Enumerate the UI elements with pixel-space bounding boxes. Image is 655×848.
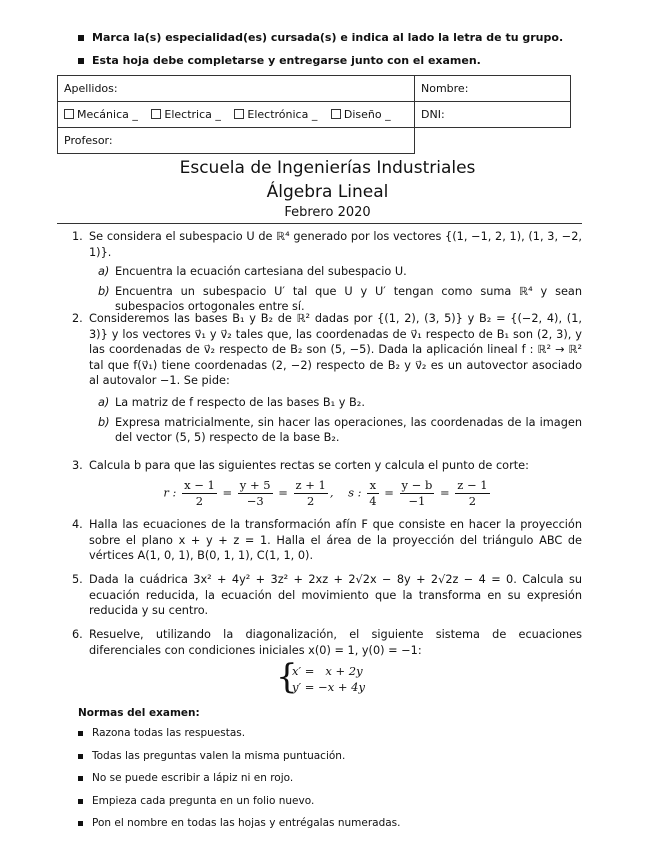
checkbox-icon[interactable]: [151, 109, 161, 119]
question-2-b: b) Expresa matricialmente, sin hacer las operaciones, las coordenadas de la imagen del vector (5, 5) respecto de la base B₂.: [98, 415, 582, 445]
specialty-electrica[interactable]: Electrica _: [151, 108, 221, 121]
bullet-icon: [78, 731, 83, 736]
dni-field[interactable]: DNI:: [415, 102, 571, 128]
bullet-icon: [78, 799, 83, 804]
bullet-icon: [78, 754, 83, 759]
fraction: $\frac{y + 5}{-3}$: [239, 478, 271, 508]
rule-item: No se puede escribir a lápiz ni en rojo.: [78, 772, 293, 784]
header-divider: [57, 223, 582, 224]
question-3: 3. Calcula b para que las siguientes rectas se corten y calcula el punto de corte:: [72, 459, 529, 472]
brace-icon: {: [276, 657, 298, 697]
checkbox-icon[interactable]: [331, 109, 341, 119]
fraction: $\frac{y - b}{-1}$: [401, 478, 433, 508]
question-1-b: b) Encuentra un subespacio U′ tal que U y U′ tengan como suma ℝ⁴ y sean subespacios ortogonales entre sí.: [98, 284, 582, 314]
instruction-1: Marca la(s) especialidad(es) cursada(s) e indica al lado la letra de tu grupo.: [78, 31, 563, 44]
question-4: 4. Halla las ecuaciones de la transformación afín F que consiste en hacer la proyección sobre el plano x + y + z = 1. Halla el área de la proyección del triángulo ABC de vértices A(1, 0, 1), B(0, 1, 1), C(1, 1, 0).: [72, 518, 582, 563]
student-form: [57, 75, 571, 154]
question-6: 6. Resuelve, utilizando la diagonalización, el siguiente sistema de ecuaciones diferenciales con condiciones iniciales x(0) = 1, y(0) = −1:: [72, 628, 582, 657]
school-title: Escuela de Ingenierías Industriales: [179, 158, 476, 178]
specialty-mecanica[interactable]: Mecánica _: [64, 108, 138, 121]
question-5: 5. Dada la cuádrica 3x² + 4y² + 3z² + 2xz + 2√2x − 8y + 2√2z − 4 = 0. Calcula su ecuación reducida, la ecuación del movimiento que la transforma en su expresión reducida y su centro.: [72, 573, 582, 618]
question-2-a: a) La matriz de f respecto de las bases B₁ y B₂.: [98, 395, 365, 409]
fraction: $\frac{x}{4}$: [369, 478, 377, 508]
fraction: $\frac{x - 1}{2}$: [184, 478, 215, 508]
checkbox-icon[interactable]: [234, 109, 244, 119]
apellidos-field[interactable]: Apellidos:: [58, 76, 415, 102]
bullet-icon: [78, 776, 83, 781]
specialty-row: [58, 102, 415, 128]
bullet-icon: [78, 58, 84, 64]
nombre-field[interactable]: Nombre:: [415, 76, 571, 102]
fraction: $\frac{z + 1}{2}$: [295, 478, 326, 508]
checkbox-icon[interactable]: [64, 109, 74, 119]
rule-item: Todas las preguntas valen la misma puntuación.: [78, 750, 345, 762]
specialty-diseno[interactable]: Diseño _: [331, 108, 391, 121]
rule-item: Pon el nombre en todas las hojas y entrégalas numeradas.: [78, 817, 401, 829]
specialty-electronica[interactable]: Electrónica _: [234, 108, 317, 121]
bullet-icon: [78, 35, 84, 41]
question-1-a: a) Encuentra la ecuación cartesiana del subespacio U.: [98, 265, 407, 279]
question-1: 1. Se considera el subespacio U de ℝ⁴ generado por los vectores {(1, −1, 2, 1), (1, 3, −2, 1)}. a) Encuentra la ecuación cartesiana del subespacio U. b) Encuentra un subespacio U′ tal que U y U′ tengan como suma ℝ⁴ y sean subespacios ortogonales entre sí.: [72, 230, 582, 314]
bullet-icon: [78, 821, 83, 826]
subject-title: Álgebra Lineal: [266, 182, 389, 202]
exam-date: Febrero 2020: [284, 205, 371, 220]
profesor-field[interactable]: Profesor:: [58, 128, 415, 154]
rule-item: Empieza cada pregunta en un folio nuevo.: [78, 795, 314, 807]
rule-item: Razona todas las respuestas.: [78, 727, 245, 739]
fraction: $\frac{z - 1}{2}$: [457, 478, 488, 508]
lines-equation: r : $\frac{x - 1}{2}$ = $\frac{y + 5}{-3}$ = $\frac{z + 1}{2}$ , s : $\frac{x}{4}$ = $\frac{y - b}{-1}$ = $\frac{z - 1}{2}$: [163, 478, 488, 508]
question-2: 2. Consideremos las bases B₁ y B₂ de ℝ² dadas por {(1, 2), (3, 5)} y B₂ = {(−2, 4), (1, 3)} y los vectores v⃗₁ y v⃗₂ tales que, las coordenadas de v⃗₁ respecto de B₁ son (2, 3), y las coordenadas de v⃗₂ respecto de B₂ son (5, −5). Dada la aplicación lineal f : ℝ² → ℝ² tal que f(v⃗₁) tiene coordenadas (2, −2) respecto de B₂ y v⃗₂ es un autovector asociado al autovalor −1. Se pide: a) La matriz de f respecto de las bases B₁ y B₂. b) Expresa matricialmente, sin hacer las operaciones, las coordenadas de la imagen del vector (5, 5) respecto de la base B₂.: [72, 312, 582, 445]
rules-title: Normas del examen:: [78, 707, 200, 719]
instruction-2: Esta hoja debe completarse y entregarse junto con el examen.: [78, 54, 481, 67]
